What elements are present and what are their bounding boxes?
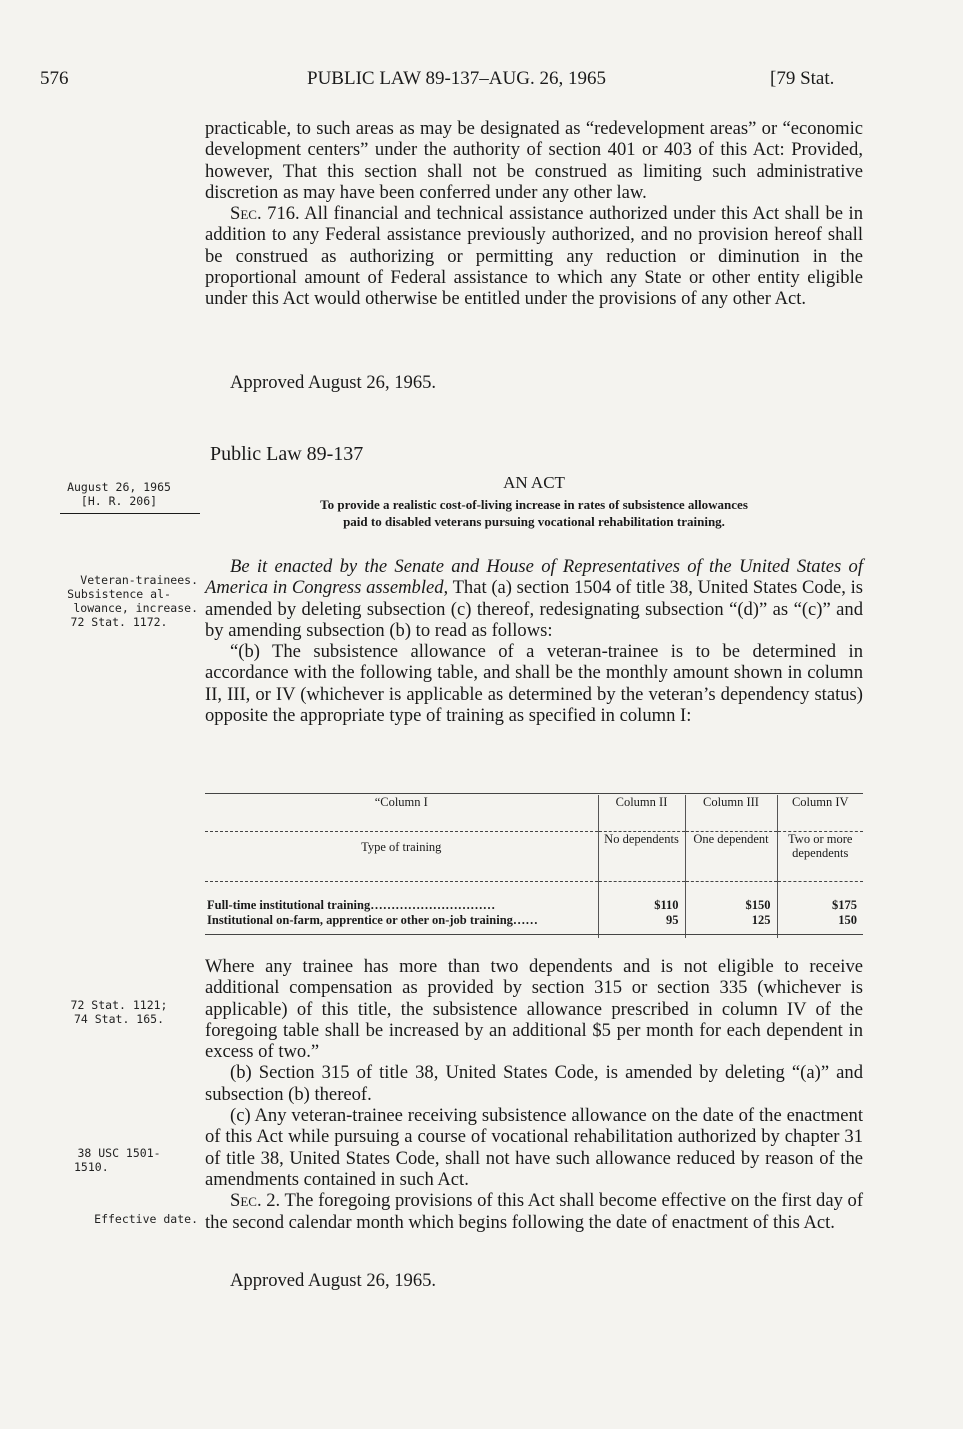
training-type-text: Full-time institutional training [207,898,371,912]
section-1-intro [205,556,863,726]
margin-line: 72 Stat. 1172. [70,615,168,629]
col-header-3: Column III [685,795,777,832]
table-row [205,882,863,914]
previous-approval: Approved August 26, 1965. [230,372,437,393]
para-b: (b) Section 315 of title 38, United States Code, is amended by deleting “(a)” and subsection (b) thereof. [205,1062,863,1105]
margin-line: Veteran-trainees. [80,573,198,587]
margin-rule [60,513,200,514]
margin-line: lowance, increase. [73,601,198,615]
no-dependents-value: 95 [598,913,685,938]
running-title: PUBLIC LAW 89-137–AUG. 26, 1965 [307,68,606,89]
one-dependent-value: 125 [685,913,777,938]
date-note: August 26, 1965 [67,480,171,494]
table-bottom-rule [205,934,863,935]
sub-header-2: No dependents [598,832,685,882]
col-header-2: Column II [598,795,685,832]
table-header-row [205,795,863,832]
stat-ref-text: [79 Stat. [770,68,835,89]
quoted-subsection-b: “(b) The subsistence allowance of a veteran-trainee is to be determined in accordance with the following table, and shall be the monthly amount shown in column II, III, or IV (whichever is applicable as determined by the veteran’s dependency status) opposite the appropriate type of training as specified in column I: [205,641,863,727]
training-type [205,882,598,914]
sub-header-1: Type of training [205,832,598,882]
bill-note: [H. R. 206] [80,494,158,508]
para-c: (c) Any veteran-trainee receiving subsistence allowance on the date of the enactment of this Act while pursuing a course of vocational rehabilitation authorized by chapter 31 of title 38, United States Code, shall not have such allowance reduced by reason of the amendments contained in such Act. [205,1105,863,1190]
margin-line: 1510. [74,1160,109,1174]
margin-note-veteran [40,573,198,629]
previous-law-block [205,118,863,310]
dot-leader: ………………………… [370,898,496,912]
margin-note-usc [40,1146,198,1174]
margin-note-effective: Effective date. [94,1212,198,1226]
sec716-label: Sec. 716. [230,203,300,225]
after-table-paragraph: Where any trainee has more than two dependents and is not eligible to receive additional compensation as provided by section 315 or section 335 (whichever is applicable) of this title, the subsistence allowance prescribed in column IV of the foregoing table shall be increased by an additional $5 per month for each dependent in excess of two.” [205,956,863,1063]
enacting-clause: Be it enacted by the Senate and House of Representatives of the United States of America in Congress assembled, [205,556,863,599]
final-approval: Approved August 26, 1965. [230,1270,437,1291]
section-716 [205,203,863,309]
sec2-label: Sec. 2. [230,1190,281,1212]
col-header-1: “Column I [205,795,598,832]
allowance-table [205,795,863,938]
one-dependent-value: $150 [685,882,777,914]
two-or-more-value: 150 [777,913,863,938]
statute-reference [770,68,834,90]
no-dependents-value: $110 [598,882,685,914]
margin-line: 74 Stat. 165. [73,1012,164,1026]
continuation-paragraph: practicable, to such areas as may be designated as “redevelopment areas” or “economic development centers” under the authority of section 401 or 403 of this Act: Provided, however, That this section shall not be construed as limiting such administrative discretion as may have been conferred under any other law. [205,118,863,203]
enacting-clause-paragraph [205,556,863,641]
margin-note-stat [40,998,198,1026]
dot-leader: …… [512,913,538,927]
act-title-line-2: paid to disabled veterans pursuing vocational rehabilitation training. [343,514,725,529]
margin-line: 72 Stat. 1121; [70,998,168,1012]
section-1-remainder [205,956,863,1233]
sec716-text: All financial and technical assistance authorized under this Act shall be in addition to any Federal assistance previously authorized, and no provision hereof shall be construed as authorizing or permitting any reduction or diminution in the proportional amount of Federal assistance to which any State or other entity eligible under this Act would otherwise be entitled under the provisions of any other Act. [205,203,864,310]
sub-header-4: Two or more dependents [777,832,863,882]
law-heading: Public Law 89-137 [210,443,364,465]
sec2-text: The foregoing provisions of this Act shall become effective on the first day of the second calendar month which begins following the date of enactment of this Act. [205,1190,864,1233]
sub-header-3: One dependent [685,832,777,882]
table-subheader-row [205,832,863,882]
two-or-more-value: $175 [777,882,863,914]
para-a: That (a) section 1504 of title 38, United States Code, is amended by deleting subsection (c) thereof, redesignating subsection “(d)” as “(c)” and by amending subsection (b) to read as follows: [205,577,863,641]
act-label: AN ACT [503,473,565,492]
margin-line: Subsistence al- [67,587,171,601]
table-top-rule [205,793,863,794]
section-2 [205,1190,863,1233]
col-header-4: Column IV [777,795,863,832]
training-type-text: Institutional on-farm, apprentice or other on-job training [207,913,513,927]
page-number: 576 [40,68,69,89]
act-title-line-1: To provide a realistic cost-of-living increase in rates of subsistence allowances [320,497,748,512]
margin-line: 38 USC 1501- [77,1146,161,1160]
